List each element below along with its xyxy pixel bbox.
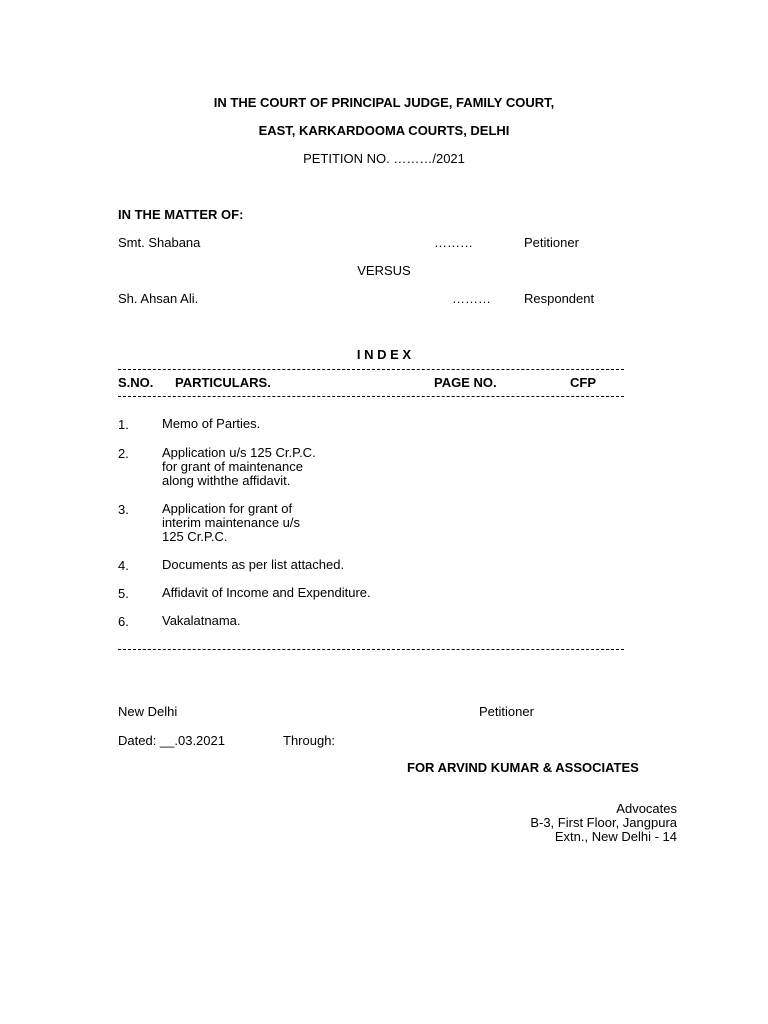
column-cfp: CFP [570,375,596,390]
row-particular: Memo of Parties. [162,416,261,431]
row-number: 2. [118,446,129,461]
index-title: I N D E X [356,347,412,362]
respondent-dots: ……… [452,291,491,306]
petitioner-dots: ……… [434,235,473,250]
petitioner-signature-label: Petitioner [479,704,534,719]
versus-label: VERSUS [357,263,411,278]
divider-top [118,369,624,370]
petition-number: PETITION NO. ………/2021 [303,151,465,166]
court-title-line1: IN THE COURT OF PRINCIPAL JUDGE, FAMILY COURT, [213,95,555,110]
row-particular: Application for grant of interim maintenance u/s 125 Cr.P.C. [162,501,301,544]
row-number: 4. [118,558,129,573]
petitioner-name: Smt. Shabana [118,235,201,250]
column-page-no: PAGE NO. [434,375,497,390]
divider-bottom [118,649,624,650]
row-particular: Application u/s 125 Cr.P.C. for grant of maintenance along withthe affidavit. [162,445,316,488]
divider-header [118,396,624,397]
row-number: 1. [118,417,129,432]
through-label: Through: [283,733,336,748]
row-number: 5. [118,586,129,601]
firm-address: Advocates B-3, First Floor, Jangpura Extn., New Delhi - 14 [530,801,677,844]
row-particular: Documents as per list attached. [162,557,345,572]
court-title-line2: EAST, KARKARDOOMA COURTS, DELHI [258,123,510,138]
petitioner-role: Petitioner [524,235,579,250]
row-particular: Vakalatnama. [162,613,241,628]
column-particulars: PARTICULARS. [175,375,271,390]
matter-heading: IN THE MATTER OF: [118,207,244,222]
respondent-name: Sh. Ahsan Ali. [118,291,199,306]
respondent-role: Respondent [524,291,595,306]
firm-name: FOR ARVIND KUMAR & ASSOCIATES [407,760,639,775]
row-particular: Affidavit of Income and Expenditure. [162,585,371,600]
row-number: 3. [118,502,129,517]
column-sno: S.NO. [118,375,154,390]
row-number: 6. [118,614,129,629]
place-label: New Delhi [118,704,178,719]
dated-label: Dated: __.03.2021 [118,733,225,748]
